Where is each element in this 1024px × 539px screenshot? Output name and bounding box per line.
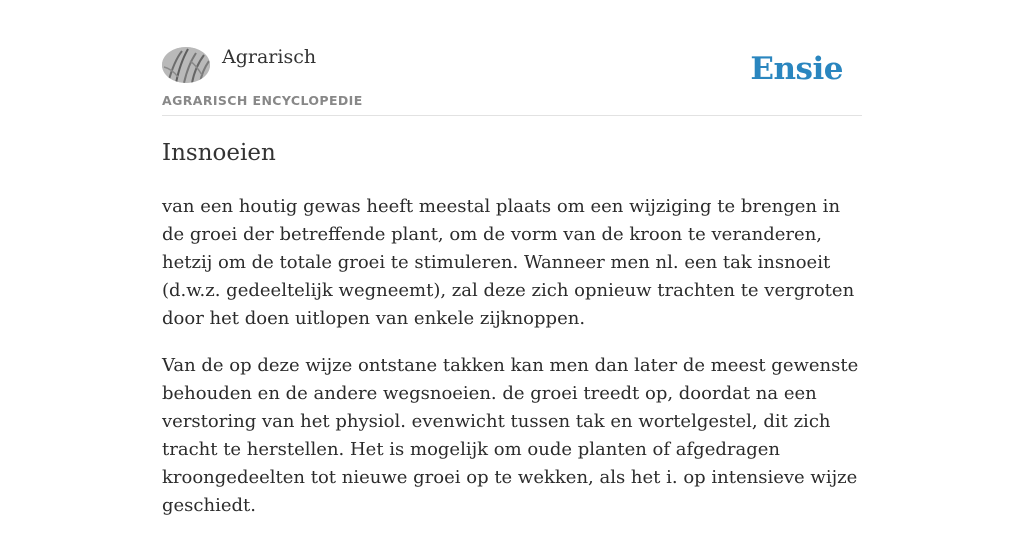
publication-avatar[interactable] — [162, 47, 210, 83]
publication-name[interactable]: Agrarisch — [222, 46, 317, 68]
header-divider — [162, 115, 862, 116]
publication-subtitle: AGRARISCH ENCYCLOPEDIE — [162, 93, 363, 108]
wheat-icon — [162, 47, 210, 83]
article-title: Insnoeien — [162, 140, 276, 166]
header — [162, 46, 862, 116]
ensie-logo[interactable]: Ensie — [750, 51, 843, 87]
paragraph: Van de op deze wijze ontstane takken kan men dan later de meest gewenste behouden en de andere wegsnoeien. de groei treedt op, doordat na een verstoring van het physiol. evenwicht tussen tak en wortelgestel, dit zich tracht te herstellen. Het is mogelijk om oude planten of afgedragen kroongedeelten tot nieuwe groei op te wekken, als het i. op intensieve wijze geschiedt. — [162, 355, 859, 516]
paragraph: van een houtig gewas heeft meestal plaats om een wijziging te brengen in de groei der betreffende plant, om de vorm van de kroon te veranderen, hetzij om de totale groei te stimuleren. Wanneer men nl. een tak insnoeit (d.w.z. gedeeltelijk wegneemt), zal deze zich opnieuw trachten te vergroten door het doen uitlopen van enkele zijknoppen. — [162, 196, 855, 329]
article-body — [162, 193, 867, 539]
